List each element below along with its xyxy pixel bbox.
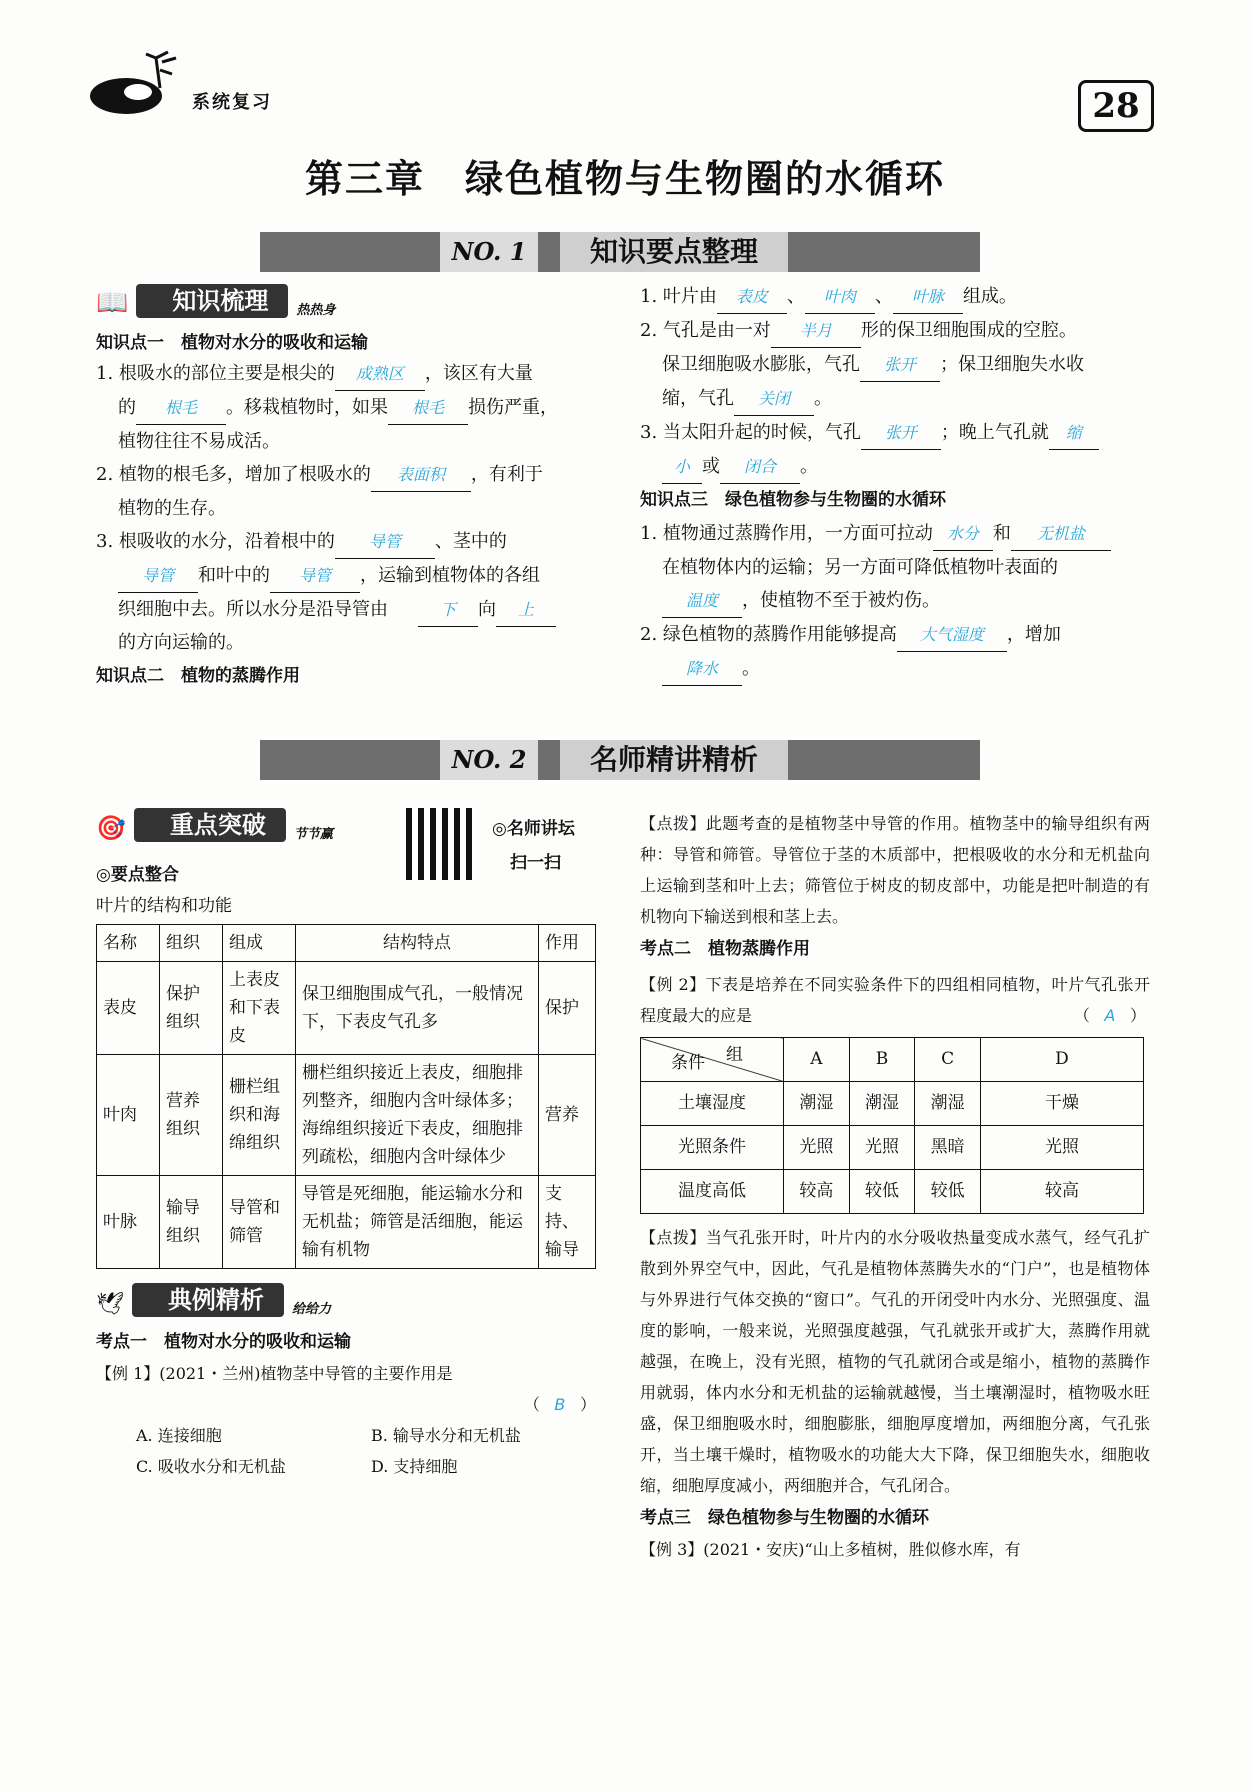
target-icon: 🎯 — [96, 814, 126, 842]
answer-blank[interactable]: 表皮 — [717, 280, 787, 314]
answer-blank[interactable]: 水分 — [933, 517, 993, 551]
left-knowledge — [96, 284, 606, 686]
tip-2: 【点拨】当气孔张开时，叶片内的水分吸收热量变成水蒸气，经气孔扩散到外界空气中，因此，气孔是植物体蒸腾失水的“门户”，也是植物体与外界进行气体交换的“窗口”。气孔的开闭受叶内水分、光照强度、温度的影响，一般来说，光照强度越强，气孔就张开或扩大，蒸腾作用就越强，在晚上，没有光照，植物的气孔就闭合或是缩小，植物的蒸腾作用就弱，体内水分和无机盐的运输就越慢，当土壤潮湿时，植物吸水旺盛，保卫细胞吸水时，细胞膨胀，细胞厚度增加，两细胞分离，气孔张开，当土壤干燥时，植物吸水的功能大大下降，保卫细胞失水，细胞收缩，细胞厚度减小，两细胞并合，气孔闭合。 — [640, 1228, 1150, 1495]
qr-code-icon[interactable] — [406, 808, 478, 880]
answer-blank[interactable]: 表面积 — [371, 458, 471, 492]
examples-subtag: 给给力 — [291, 1302, 331, 1317]
table-row: 叶肉 营养组织 栅栏组织和海绵组织 栅栏组织接近上表皮，细胞排列整齐，细胞内含叶绿体多；海绵组织接近下表皮，细胞排列疏松，细胞内含叶绿体少 营养 — [97, 1055, 596, 1176]
example-3: 【例 3】(2021・安庆)“山上多植树，胜似修水库，有 — [640, 1540, 1021, 1559]
kp1-items: 1. 根吸水的部位主要是根尖的 成熟区 ，该区有大量 的 根毛 。移栽植物时，如果 根毛 损伤严重， 植物往往不易成活。 2. 植物的根毛多，增加了根吸水的 表面积 ，有利于 植物的生存。 3. 根吸收的水分，沿着根中的 导管 、茎中的 导管 和叶中的 导管 ，运输到植物体的各组 织细胞中去。所以水分是沿导管由 下 向 上 的方向运输的。 — [96, 357, 606, 659]
knowledge-banner: 知识梳理 — [136, 284, 288, 318]
example-2-answer: （ A ） — [1073, 1006, 1146, 1025]
option[interactable]: B. 输导水分和无机盐 — [371, 1426, 521, 1445]
no1-bar — [260, 232, 980, 272]
answer-blank[interactable]: 导管 — [118, 559, 198, 593]
experiment-table: 组 条件 A B C D 土壤湿度 潮湿 潮湿 潮湿 干燥 光照条件 光照 光照 黑暗 光照 温度高低 较高 较低 较低 较高 — [640, 1037, 1144, 1214]
book-icon: 📖 — [96, 288, 129, 318]
example-1-options — [96, 1420, 606, 1482]
answer-blank[interactable]: 大气湿度 — [897, 618, 1007, 652]
no1-label: NO. 1 — [440, 232, 538, 272]
answer-blank[interactable]: 缩 — [1049, 416, 1099, 450]
no2-label: NO. 2 — [440, 740, 538, 780]
answer-blank[interactable]: 叶肉 — [805, 280, 875, 314]
option[interactable]: D. 支持细胞 — [371, 1457, 458, 1476]
kp1-title: 知识点一 植物对水分的吸收和运输 — [96, 333, 368, 353]
answer-blank[interactable]: 闭合 — [720, 450, 800, 484]
answer-blank[interactable]: 导管 — [335, 525, 435, 559]
example-1-answer: （ B ） — [523, 1395, 596, 1414]
answer-blank[interactable]: 根毛 — [388, 391, 468, 425]
answer-blank[interactable]: 导管 — [270, 559, 360, 593]
table-row: 土壤湿度 潮湿 潮湿 潮湿 干燥 — [641, 1082, 1144, 1126]
table-header-row: 名称 组织 组成 结构特点 作用 — [97, 925, 596, 962]
chapter-title: 第三章 绿色植物与生物圈的水循环 — [304, 157, 945, 201]
answer-blank[interactable]: 根毛 — [136, 391, 226, 425]
answer-blank[interactable]: 叶脉 — [893, 280, 963, 314]
answer-blank[interactable]: 张开 — [860, 348, 940, 382]
answer-blank[interactable]: 降水 — [662, 652, 742, 686]
right-analysis — [640, 808, 1150, 1565]
answer-blank[interactable]: 温度 — [662, 584, 742, 618]
tip-1: 【点拨】此题考查的是植物茎中导管的作用。植物茎中的输导组织有两种：导管和筛管。导管位于茎的木质部中，把根吸收的水分和无机盐向上运输到茎和叶上去；筛管位于树皮的韧皮部中，功能是把叶制造的有机物向下输送到根和茎上去。 — [640, 814, 1150, 926]
focus-subtag: 节节赢 — [293, 827, 333, 842]
answer-blank[interactable]: 半月 — [771, 314, 861, 348]
no1-title: 知识要点整理 — [560, 232, 788, 272]
answer-blank[interactable]: 上 — [496, 593, 556, 627]
kpB-title: 考点二 植物蒸腾作用 — [640, 939, 810, 959]
answer-blank[interactable]: 小 — [662, 450, 702, 484]
right-knowledge: 1. 叶片由 表皮 、 叶肉 、 叶脉 组成。 2. 气孔是由一对 半月 形的保卫细胞围成的空腔。 保卫细胞吸水膨胀，气孔 张开 ；保卫细胞失水收 缩，气孔 关闭 。 3. 当太阳升起的时候，气孔 张开 ；晚上气孔就 缩 小 或 闭合 。 知识点三 绿色植物参与生物圈的水循环 1. 植物通过蒸腾作用，一方面可拉动 水分 和 无机盐 在植物体内的运输；另一方面可降低植物叶表面的 温度 ，使植物不至于被灼伤。 2. 绿色植物的蒸腾作用能够提高 大气湿度 ，增加 降水 。 — [640, 280, 1150, 686]
qr-sub: 扫一扫 — [510, 853, 561, 873]
examples-banner: 典例精析 — [132, 1283, 284, 1317]
example-1: 【例 1】(2021・兰州)植物茎中导管的主要作用是 — [96, 1364, 453, 1383]
knowledge-subtag: 热热身 — [296, 303, 336, 318]
logo-yin-yang-icon — [86, 48, 186, 118]
kpA-title: 考点一 植物对水分的吸收和运输 — [96, 1332, 351, 1352]
no2-bar — [260, 740, 980, 780]
table-row: 光照条件 光照 光照 黑暗 光照 — [641, 1126, 1144, 1170]
no2-title: 名师精讲精析 — [560, 740, 788, 780]
answer-blank[interactable]: 成熟区 — [335, 357, 425, 391]
answer-blank[interactable]: 张开 — [861, 416, 941, 450]
qr-label: ◎名师讲坛 — [492, 819, 575, 839]
table-subtitle: 叶片的结构和功能 — [96, 896, 232, 916]
kp2-title: 知识点二 植物的蒸腾作用 — [96, 666, 300, 686]
kpC-title: 考点三 绿色植物参与生物圈的水循环 — [640, 1508, 929, 1528]
focus-banner: 重点突破 — [134, 808, 286, 842]
page-number: 28 — [1078, 80, 1154, 132]
left-analysis — [96, 808, 606, 1482]
option[interactable]: C. 吸收水分和无机盐 — [136, 1457, 286, 1476]
answer-blank[interactable]: 无机盐 — [1011, 517, 1111, 551]
summary-label: ◎要点整合 — [96, 865, 179, 885]
leaf-structure-table — [96, 924, 596, 1269]
kp3-title: 知识点三 绿色植物参与生物圈的水循环 — [640, 490, 946, 510]
section-tag: 系统复习 — [192, 92, 272, 113]
table-row: 温度高低 较高 较低 较低 较高 — [641, 1170, 1144, 1214]
table-row: 叶脉 输导组织 导管和筛管 导管是死细胞，能运输水分和无机盐；筛管是活细胞，能运输有机物 支持、输导 — [97, 1176, 596, 1269]
table-row: 表皮 保护组织 上表皮和下表皮 保卫细胞围成气孔，一般情况下，下表皮气孔多 保护 — [97, 962, 596, 1055]
example-2: 【例 2】下表是培养在不同实验条件下的四组相同植物，叶片气孔张开程度最大的应是 — [640, 975, 1150, 1025]
option[interactable]: A. 连接细胞 — [136, 1426, 222, 1445]
answer-blank[interactable]: 关闭 — [734, 382, 814, 416]
bird-icon: 🕊 — [96, 1292, 124, 1317]
answer-blank[interactable]: 下 — [418, 593, 478, 627]
